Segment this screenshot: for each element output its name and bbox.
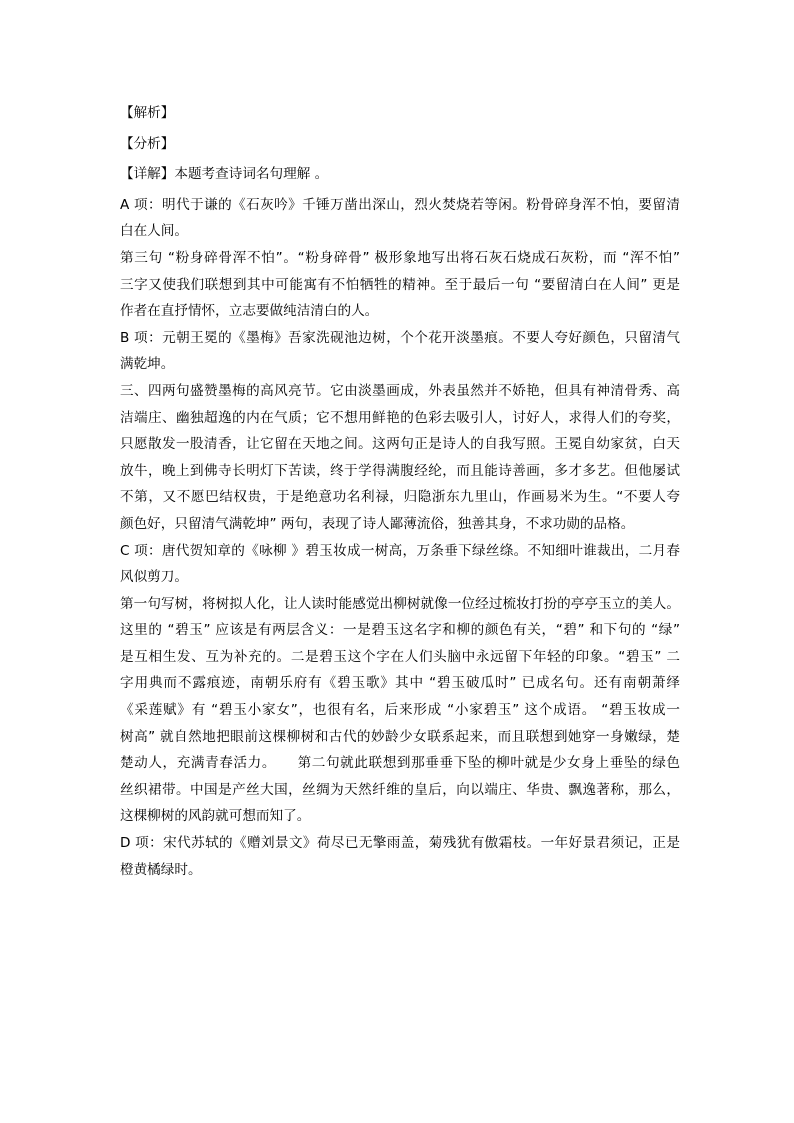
paragraph-line: 不第，又不愿巴结权贵，于是绝意功名利禄，归隐浙东九里山，作画易米为生。“不要人夸 — [120, 489, 680, 506]
answer-sections — [120, 192, 680, 883]
heading-jiexi: 【解析】 — [120, 105, 175, 121]
paragraph-line: 三、四两句盛赞墨梅的高风亮节。它由淡墨画成，外表虽然并不娇艳，但具有神清骨秀、高 — [120, 382, 680, 399]
paragraph — [120, 538, 680, 591]
paragraph-line: 白在人间。 — [120, 223, 188, 240]
paragraph-line: 丝织裙带。中国是产丝大国，丝绸为天然纤维的皇后，向以端庄、华贵、飘逸著称，那么， — [120, 781, 680, 798]
paragraph-line: 橙黄橘绿时。 — [120, 861, 202, 878]
paragraph-line: 三字又使我们联想到其中可能寓有不怕牺牲的精神。至于最后一句 “要留清白在人间” 更是 — [120, 276, 680, 293]
paragraph-line: 作者在直抒情怀，立志要做纯洁清白的人。 — [120, 303, 379, 320]
paragraph-line: 放牛，晚上到佛寺长明灯下苦读，终于学得满腹经纶，而且能诗善画，多才多艺。但他屡试 — [120, 462, 680, 479]
document-page — [120, 100, 680, 883]
paragraph — [120, 591, 680, 830]
paragraph-line: 洁端庄、幽独超逸的内在气质；它不想用鲜艳的色彩去吸引人，讨好人，求得人们的夸奖， — [120, 409, 680, 426]
paragraph-line: B 项：元朝王冕的《墨梅》吾家洗砚池边树，个个花开淡墨痕。不要人夸好颜色，只留清气 — [120, 329, 680, 346]
paragraph-line: 这里的 “碧玉” 应该是有两层含义：一是碧玉这名字和柳的颜色有关，“碧” 和下句的 “绿” — [120, 622, 680, 639]
paragraph — [120, 325, 680, 378]
paragraph — [120, 192, 680, 245]
paragraph-line: 第一句写树，将树拟人化，让人读时能感觉出柳树就像一位经过梳妆打扮的亭亭玉立的美人。 — [120, 595, 680, 612]
paragraph-line: 这棵柳树的风韵就可想而知了。 — [120, 808, 311, 825]
paragraph-line: 字用典而不露痕迹，南朝乐府有《碧玉歌》其中 “碧玉破瓜时” 已成名句。还有南朝萧绎 — [120, 675, 680, 692]
paragraph-line: 满乾坤。 — [120, 356, 175, 373]
paragraph-line: 第三句 “粉身碎骨浑不怕”。“粉身碎骨” 极形象地写出将石灰石烧成石灰粉，而 “浑不怕” — [120, 249, 680, 266]
paragraph — [120, 830, 680, 883]
paragraph-line: C 项：唐代贺知章的《咏柳 》碧玉妆成一树高，万条垂下绿丝绦。不知细叶谁裁出，二月春 — [120, 542, 680, 559]
paragraph-line: 颜色好，只留清气满乾坤” 两句，表现了诗人鄙薄流俗，独善其身，不求功勋的品格。 — [120, 515, 635, 532]
paragraph-line: A 项：明代于谦的《石灰吟》千锤万凿出深山，烈火焚烧若等闲。粉骨碎身浑不怕，要留清 — [120, 196, 680, 213]
paragraph-line: 楚动人，充满青春活力。 第二句就此联想到那垂垂下坠的柳叶就是少女身上垂坠的绿色 — [120, 755, 680, 772]
paragraph-line: 《采莲赋》有 “碧玉小家女”，也很有名，后来形成 “小家碧玉” 这个成语。 “碧玉妆成一 — [120, 702, 680, 719]
heading-xiangjie: 【详解】本题考查诗词名句理解 。 — [120, 166, 329, 183]
paragraph-line: 风似剪刀。 — [120, 569, 188, 586]
paragraph-line: 是互相生发、互为补充的。二是碧玉这个字在人们头脑中永远留下年轻的印象。“碧玉” 二 — [120, 648, 680, 665]
paragraph — [120, 378, 680, 538]
paragraph-line: 树高” 就自然地把眼前这棵柳树和古代的妙龄少女联系起来，而且联想到她穿一身嫩绿，楚 — [120, 728, 680, 745]
heading-fenxi: 【分析】 — [120, 135, 175, 152]
paragraph-line: D 项：宋代苏轼的《赠刘景文》荷尽已无擎雨盖，菊残犹有傲霜枝。一年好景君须记，正是 — [120, 835, 680, 852]
paragraph — [120, 245, 680, 325]
paragraph-line: 只愿散发一股清香，让它留在天地之间。这两句正是诗人的自我写照。王冕自幼家贫，白天 — [120, 436, 680, 453]
